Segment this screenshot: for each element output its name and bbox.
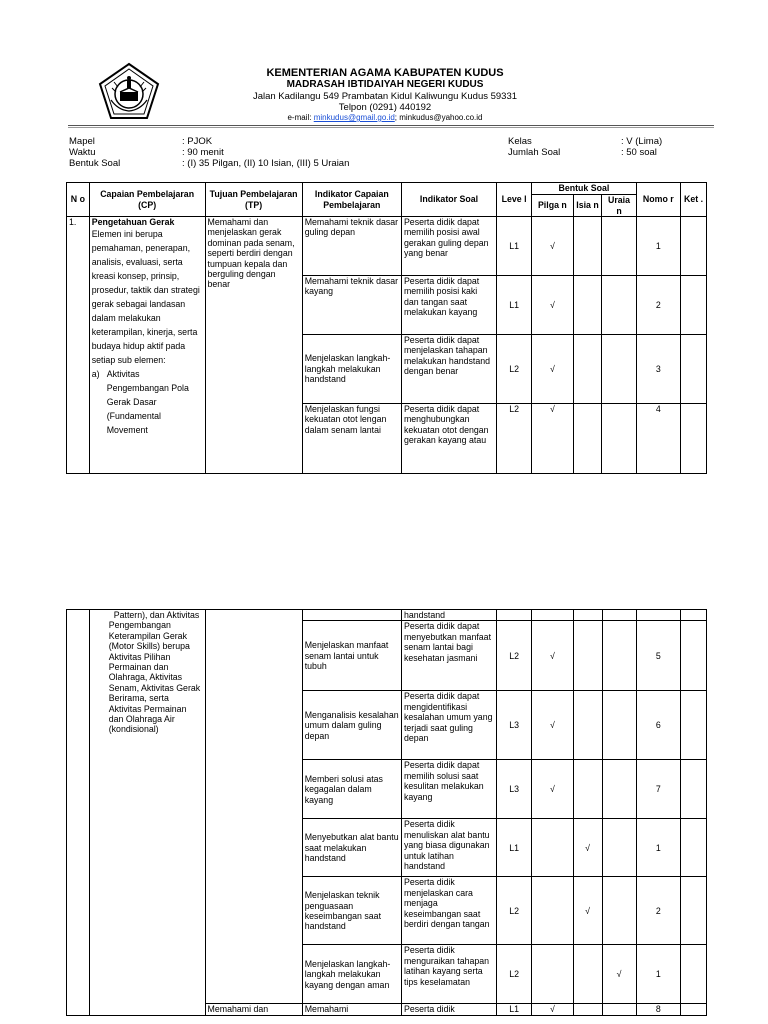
nomor-cell: 3 xyxy=(636,335,680,404)
nomor-cell: 4 xyxy=(636,404,680,474)
level-cell: L1 xyxy=(497,819,532,877)
nomor-cell: 8 xyxy=(636,1004,680,1016)
waktu-value: : 90 menit xyxy=(182,147,224,158)
col-pilgan: Pilga n xyxy=(532,195,573,217)
is-cell: Peserta didik dapat memilih posisi awal gerakan guling depan yang benar xyxy=(401,217,496,276)
ket-cell xyxy=(681,1004,707,1016)
ket-cell xyxy=(681,691,707,760)
isian-cell xyxy=(573,404,602,474)
isian-cell xyxy=(573,621,602,691)
isian-cell xyxy=(573,691,602,760)
uraian-cell xyxy=(602,610,636,621)
level-cell: L3 xyxy=(497,691,532,760)
level-cell: L2 xyxy=(497,404,532,474)
pilgan-cell: √ xyxy=(532,621,573,691)
is-cell: Peserta didik dapat mengidentifikasi kesalahan umum yang terjadi saat guling depan xyxy=(401,691,496,760)
is-cell: Peserta didik menguraikan tahapan latihan kayang serta tips keselamatan xyxy=(401,945,496,1004)
col-bentuk-soal: Bentuk Soal xyxy=(532,183,636,195)
col-uraian: Uraia n xyxy=(602,195,636,217)
cp-text-continued: Pattern), dan Aktivitas Pengembangan Keterampilan Gerak (Motor Skills) berupa Aktivitas Pilihan Permainan dan Olahraga, Aktivitas Senam, Aktivitas Gerak Berirama, serta Aktivitas Permainan dan Olahraga Air (kondisional) xyxy=(108,610,201,735)
ikp-cell: Menjelaskan langkah-langkah melakukan kayang dengan aman xyxy=(302,945,401,1004)
ministry-logo xyxy=(98,62,160,120)
is-cell: Peserta didik xyxy=(401,1004,496,1016)
ket-cell xyxy=(681,877,707,945)
kelas-value: : V (Lima) xyxy=(621,136,663,147)
col-ket: Ket . xyxy=(681,183,707,217)
level-cell: L2 xyxy=(497,335,532,404)
col-indikator-soal: Indikator Soal xyxy=(401,183,496,217)
isian-cell xyxy=(573,276,602,335)
pilgan-cell: √ xyxy=(532,1004,573,1016)
isian-cell xyxy=(573,760,602,819)
cp-text: Elemen ini berupa pemahaman, penerapan, analisis, evaluasi, serta kreasi konsep, prinsip, prosedur, taktik dan strategi gerak sebagai landasan dalam melakukan keterampilan, kinerja, serta budaya hidup aktif pada setiap sub elemen: xyxy=(91,229,200,366)
tp-cell xyxy=(205,610,302,1004)
ket-cell xyxy=(681,621,707,691)
cp-cell-continued xyxy=(89,610,205,1016)
kisi-kisi-table-page1 xyxy=(66,182,707,474)
meta-values-right xyxy=(621,136,711,158)
ket-cell xyxy=(681,610,707,621)
col-tp: Tujuan Pembelajaran (TP) xyxy=(205,183,302,217)
row-number xyxy=(67,610,90,1016)
level-cell: L2 xyxy=(497,621,532,691)
level-cell: L3 xyxy=(497,760,532,819)
isian-cell: √ xyxy=(573,877,602,945)
ket-cell xyxy=(681,217,707,276)
isian-cell xyxy=(573,217,602,276)
pilgan-cell xyxy=(532,945,573,1004)
uraian-cell xyxy=(602,877,636,945)
uraian-cell: √ xyxy=(602,945,636,1004)
isian-cell xyxy=(573,1004,602,1016)
uraian-cell xyxy=(602,621,636,691)
is-cell: Peserta didik dapat menghubungkan kekuatan otot dengan gerakan kayang atau xyxy=(401,404,496,474)
ikp-cell: Memahami teknik dasar kayang xyxy=(302,276,401,335)
table-row xyxy=(67,610,707,621)
ikp-cell: Menjelaskan fungsi kekuatan otot lengan dalam senam lantai xyxy=(302,404,401,474)
nomor-cell: 2 xyxy=(636,276,680,335)
pilgan-cell: √ xyxy=(532,217,573,276)
is-cell: Peserta didik dapat memilih solusi saat kesulitan melakukan kayang xyxy=(401,760,496,819)
ikp-cell: Memberi solusi atas kegagalan dalam kayang xyxy=(302,760,401,819)
ket-cell xyxy=(681,404,707,474)
ikp-cell: Memahami teknik dasar guling depan xyxy=(302,217,401,276)
cp-sub-item xyxy=(92,367,203,437)
pilgan-cell: √ xyxy=(532,335,573,404)
uraian-cell xyxy=(602,217,636,276)
ikp-cell: Menjelaskan langkah-langkah melakukan handstand xyxy=(302,335,401,404)
isian-cell xyxy=(573,610,602,621)
pilgan-cell: √ xyxy=(532,276,573,335)
uraian-cell xyxy=(602,1004,636,1016)
nomor-cell: 1 xyxy=(636,819,680,877)
level-cell: L2 xyxy=(497,877,532,945)
ket-cell xyxy=(681,819,707,877)
col-level: Leve l xyxy=(497,183,532,217)
kelas-label: Kelas xyxy=(508,136,532,147)
table-row xyxy=(67,217,707,276)
ikp-cell: Menjelaskan manfaat senam lantai untuk tubuh xyxy=(302,621,401,691)
email-link[interactable]: minkudus@gmail.go.id xyxy=(313,113,395,122)
school-phone: Telpon (0291) 440192 xyxy=(338,102,432,113)
nomor-cell xyxy=(636,610,680,621)
nomor-cell: 6 xyxy=(636,691,680,760)
cp-title: Pengetahuan Gerak xyxy=(91,217,175,227)
email-prefix: e-mail: xyxy=(287,113,314,122)
level-cell: L2 xyxy=(497,945,532,1004)
cp-cell xyxy=(89,217,205,474)
meta-labels-right xyxy=(508,136,618,158)
ket-cell xyxy=(681,945,707,1004)
is-cell: Peserta didik menuliskan alat bantu yang biasa digunakan untuk latihan handstand xyxy=(401,819,496,877)
email-suffix: ; minkudus@yahoo.co.id xyxy=(394,113,483,122)
ikp-cell: Menganalisis kesalahan umum dalam guling depan xyxy=(302,691,401,760)
is-cell: Peserta didik dapat memilih posisi kaki dan tangan saat melakukan kayang xyxy=(401,276,496,335)
pilgan-cell xyxy=(532,610,573,621)
ikp-cell: Menjelaskan teknik penguasaan keseimbangan saat handstand xyxy=(302,877,401,945)
pilgan-cell: √ xyxy=(532,760,573,819)
nomor-cell: 2 xyxy=(636,877,680,945)
bentuk-soal-value: : (I) 35 Pilgan, (II) 10 Isian, (III) 5 Uraian xyxy=(182,158,350,169)
is-cell: handstand xyxy=(401,610,496,621)
uraian-cell xyxy=(602,819,636,877)
ket-cell xyxy=(681,276,707,335)
ket-cell xyxy=(681,760,707,819)
level-cell xyxy=(497,610,532,621)
jumlah-soal-value: : 50 soal xyxy=(621,147,657,158)
nomor-cell: 5 xyxy=(636,621,680,691)
mapel-value: : PJOK xyxy=(182,136,213,147)
ikp-cell: Memahami xyxy=(302,1004,401,1016)
school-address: Jalan Kadilangu 549 Prambatan Kidul Kaliwungu Kudus 59331 xyxy=(252,91,518,102)
col-nomor: Nomo r xyxy=(636,183,680,217)
uraian-cell xyxy=(602,276,636,335)
tp-cell: Memahami dan xyxy=(205,1004,302,1016)
nomor-cell: 7 xyxy=(636,760,680,819)
mapel-label: Mapel xyxy=(69,136,95,147)
isian-cell xyxy=(573,945,602,1004)
pilgan-cell: √ xyxy=(532,691,573,760)
col-isian: Isia n xyxy=(573,195,602,217)
jumlah-soal-label: Jumlah Soal xyxy=(508,147,561,158)
isian-cell xyxy=(573,335,602,404)
pilgan-cell: √ xyxy=(532,404,573,474)
header-rule-thin xyxy=(68,127,714,128)
ikp-cell: Menyebutkan alat bantu saat melakukan handstand xyxy=(302,819,401,877)
waktu-label: Waktu xyxy=(69,147,96,158)
ikp-cell xyxy=(302,610,401,621)
school-email xyxy=(180,113,590,122)
level-cell: L1 xyxy=(497,217,532,276)
school-name: MADRASAH IBTIDAIYAH NEGERI KUDUS xyxy=(286,79,484,90)
ministry-name: KEMENTERIAN AGAMA KABUPATEN KUDUS xyxy=(266,67,504,79)
pilgan-cell xyxy=(532,877,573,945)
nomor-cell: 1 xyxy=(636,217,680,276)
col-no: N o xyxy=(67,183,90,217)
is-cell: Peserta didik dapat menjelaskan tahapan melakukan handstand dengan benar xyxy=(401,335,496,404)
level-cell: L1 xyxy=(497,276,532,335)
uraian-cell xyxy=(602,691,636,760)
meta-values-left xyxy=(182,136,482,169)
level-cell: L1 xyxy=(497,1004,532,1016)
header-rule xyxy=(68,125,714,126)
bentuk-soal-label: Bentuk Soal xyxy=(69,158,121,169)
tp-cell: Memahami dan menjelaskan gerak dominan pada senam, seperti berdiri dengan tumpuan kepala dan berguling dengan benar xyxy=(205,217,302,474)
cp-sub-marker: a) xyxy=(91,369,100,380)
is-cell: Peserta didik dapat menyebutkan manfaat senam lantai bagi kesehatan jasmani xyxy=(401,621,496,691)
uraian-cell xyxy=(602,335,636,404)
cp-sub-text: Aktivitas Pengembangan Pola Gerak Dasar (Fundamental Movement xyxy=(106,369,189,436)
is-cell: Peserta didik menjelaskan cara menjaga keseimbangan saat berdiri dengan tangan xyxy=(401,877,496,945)
row-number: 1. xyxy=(67,217,90,474)
col-cp: Capaian Pembelajaran (CP) xyxy=(89,183,205,217)
isian-cell: √ xyxy=(573,819,602,877)
uraian-cell xyxy=(602,404,636,474)
uraian-cell xyxy=(602,760,636,819)
pilgan-cell xyxy=(532,819,573,877)
meta-labels-left xyxy=(69,136,179,169)
col-ikp: Indikator Capaian Pembelajaran xyxy=(302,183,401,217)
ket-cell xyxy=(681,335,707,404)
nomor-cell: 1 xyxy=(636,945,680,1004)
kisi-kisi-table-page2 xyxy=(66,609,707,1016)
